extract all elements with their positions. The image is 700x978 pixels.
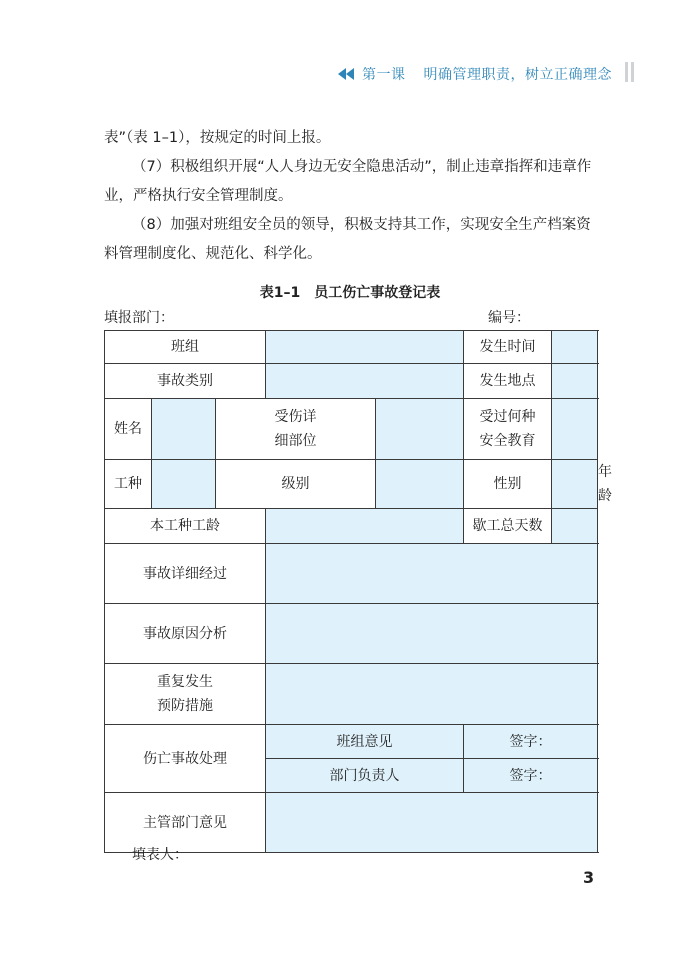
team-signature-field[interactable]: 签字： [464,725,598,759]
supervisor-opinion-label: 主管部门意见 [105,793,266,853]
job-seniority-label: 本工种工龄 [105,509,266,544]
safety-education-line1: 受过何种 [479,409,536,425]
occur-place-label: 发生地点 [464,364,552,399]
job-type-field[interactable] [152,460,216,509]
accident-registration-form: 班组 发生时间 事故类别 发生地点 姓名 受伤详 细部位 受过何种 安全教育 工种 级别 性别 年龄 本工种工龄 歇工总天数 事故详细经过 事故原因分析 重复发生 预防措施 伤亡事故处理 班组意见 签字： 部门负责人 签字： 主管部门意见 [104,330,598,853]
running-header [338,64,612,84]
header-bars-decoration [625,62,634,82]
paragraph-item-8: （8）加强对班组安全员的领导，积极支持其工作，实现安全生产档案资料管理制度化、规范化、科学化。 [104,217,591,262]
filler-label: 填表人： [132,847,188,863]
occur-time-field[interactable] [552,331,598,364]
table-title: 员工伤亡事故登记表 [314,285,441,301]
number-label: 编号： [488,310,530,326]
name-field[interactable] [152,399,216,460]
job-seniority-field[interactable] [266,509,464,544]
dept-head-signature-field[interactable]: 签字： [464,759,598,793]
casualty-handling-label: 伤亡事故处理 [105,725,266,793]
paragraph-continuation: 表”（表 1–1），按规定的时间上报。 [104,130,331,146]
team-opinion-label: 班组意见 [266,725,464,759]
dept-label: 填报部门： [104,310,174,326]
table-number: 表1–1 [259,285,301,301]
paragraph-item-7: （7）积极组织开展“人人身边无安全隐患活动”，制止违章指挥和违章作业，严格执行安全管理制度。 [104,159,592,204]
safety-education-field[interactable] [552,399,598,460]
cause-analysis-label: 事故原因分析 [105,604,266,664]
name-label: 姓名 [105,399,152,460]
absent-days-label: 歇工总天数 [464,509,552,544]
prevention-label [105,664,266,725]
absent-days-field[interactable] [552,509,598,544]
dept-head-label: 部门负责人 [266,759,464,793]
grade-field[interactable] [376,460,464,509]
lesson-title: 明确管理职责，树立正确理念 [423,67,612,83]
back-arrow-icon [338,68,354,80]
accident-type-field[interactable] [266,364,464,399]
injury-part-line1: 受伤详 [274,409,317,425]
occur-time-label: 发生时间 [464,331,552,364]
accident-type-label: 事故类别 [105,364,266,399]
occur-place-field[interactable] [552,364,598,399]
team-label: 班组 [105,331,266,364]
job-type-label: 工种 [105,460,152,509]
supervisor-opinion-field[interactable] [266,793,598,853]
prevention-line2: 预防措施 [157,698,214,714]
injury-part-field[interactable] [376,399,464,460]
injury-part-line2: 细部位 [274,433,317,449]
team-field[interactable] [266,331,464,364]
injury-part-label [216,399,376,460]
gender-label: 性别 [464,460,552,509]
safety-education-label [464,399,552,460]
table-caption [0,282,700,302]
cause-analysis-field[interactable] [266,604,598,664]
gender-field[interactable] [552,460,598,509]
accident-detail-label: 事故详细经过 [105,544,266,604]
page-number: 3 [583,868,595,887]
safety-education-line2: 安全教育 [479,433,536,449]
accident-detail-field[interactable] [266,544,598,604]
prevention-field[interactable] [266,664,598,725]
lesson-number: 第一课 [362,67,406,83]
grade-label: 级别 [216,460,376,509]
prevention-line1: 重复发生 [157,674,214,690]
